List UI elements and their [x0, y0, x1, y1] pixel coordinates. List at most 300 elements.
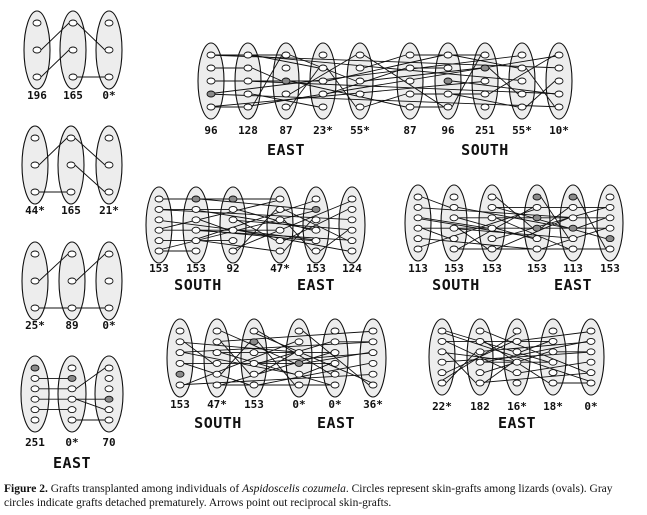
skin-graft-circle: [229, 206, 237, 212]
skin-graft-circle: [176, 360, 184, 366]
skin-graft-circle: [312, 227, 320, 233]
skin-graft-circle: [67, 135, 75, 141]
skin-graft-circle: [587, 370, 595, 376]
skin-graft-circle: [68, 386, 76, 392]
skin-graft-circle: [105, 386, 113, 392]
skin-graft-circle: [295, 339, 303, 345]
skin-graft-circle: [414, 204, 422, 210]
skin-graft-circle: [476, 328, 484, 334]
skin-graft-circle: [587, 349, 595, 355]
skin-graft-circle: [312, 196, 320, 202]
skin-graft-circle: [155, 196, 163, 202]
detached-graft-circle: [533, 215, 541, 221]
skin-graft-circle: [348, 217, 356, 223]
skin-graft-circle: [276, 227, 284, 233]
skin-graft-circle: [31, 396, 39, 402]
skin-graft-circle: [438, 359, 446, 365]
lizard-value: 153: [600, 262, 620, 275]
detached-graft-circle: [176, 371, 184, 377]
skin-graft-circle: [33, 47, 41, 53]
caption-text-end: . Circles represent skin-grafts among lizards (ovals). Gray circles indicate grafts detached prematurely. Arrows point out reciprocal skin-grafts.: [4, 483, 613, 509]
skin-graft-circle: [488, 236, 496, 242]
skin-graft-circle: [406, 52, 414, 58]
lizard-value: 113: [408, 262, 428, 275]
skin-graft-circle: [406, 104, 414, 110]
skin-graft-circle: [207, 104, 215, 110]
skin-graft-circle: [295, 350, 303, 356]
skin-graft-circle: [276, 217, 284, 223]
skin-graft-circle: [207, 65, 215, 71]
skin-graft-circle: [569, 215, 577, 221]
skin-graft-circle: [250, 371, 258, 377]
skin-graft-circle: [369, 328, 377, 334]
skin-graft-circle: [31, 162, 39, 168]
detached-graft-circle: [533, 194, 541, 200]
skin-graft-circle: [319, 52, 327, 58]
skin-graft-circle: [319, 65, 327, 71]
skin-graft-circle: [476, 359, 484, 365]
skin-graft-circle: [192, 227, 200, 233]
skin-graft-circle: [513, 370, 521, 376]
skin-graft-circle: [518, 65, 526, 71]
skin-graft-circle: [606, 194, 614, 200]
skin-graft-circle: [276, 238, 284, 244]
skin-graft-circle: [513, 349, 521, 355]
skin-graft-circle: [488, 194, 496, 200]
detached-graft-circle: [312, 206, 320, 212]
skin-graft-circle: [155, 248, 163, 254]
figure-label: Figure 2.: [4, 483, 48, 495]
skin-graft-circle: [319, 91, 327, 97]
skin-graft-circle: [31, 375, 39, 381]
skin-graft-circle: [444, 91, 452, 97]
skin-graft-circle: [518, 104, 526, 110]
skin-graft-circle: [31, 251, 39, 257]
skin-graft-circle: [31, 305, 39, 311]
skin-graft-circle: [192, 217, 200, 223]
skin-graft-circle: [369, 350, 377, 356]
skin-graft-circle: [555, 65, 563, 71]
detached-graft-circle: [229, 196, 237, 202]
skin-graft-circle: [569, 236, 577, 242]
skin-graft-circle: [606, 246, 614, 252]
skin-graft-circle: [229, 227, 237, 233]
lizard-value: 153: [149, 262, 169, 275]
lizard-value: 153: [244, 398, 264, 411]
skin-graft-circle: [276, 196, 284, 202]
lizard-value: 96: [204, 124, 218, 137]
group-9: [432, 400, 598, 432]
locality-label: EAST: [497, 414, 537, 432]
skin-graft-circle: [481, 91, 489, 97]
skin-graft-circle: [438, 380, 446, 386]
skin-graft-circle: [207, 78, 215, 84]
skin-graft-circle: [213, 350, 221, 356]
detached-graft-circle: [282, 78, 290, 84]
skin-graft-circle: [105, 375, 113, 381]
skin-graft-circle: [207, 52, 215, 58]
skin-graft-circle: [549, 370, 557, 376]
skin-graft-circle: [244, 78, 252, 84]
graft-line: [200, 199, 312, 209]
lizard-value: 113: [563, 262, 583, 275]
group-6: [149, 262, 362, 294]
skin-graft-circle: [229, 217, 237, 223]
skin-graft-circle: [369, 371, 377, 377]
locality-label: SOUTH: [432, 276, 480, 294]
skin-graft-circle: [31, 407, 39, 413]
skin-graft-circle: [331, 339, 339, 345]
skin-graft-circle: [229, 248, 237, 254]
graft-line: [476, 341, 595, 351]
skin-graft-circle: [488, 246, 496, 252]
lizard-value: 153: [306, 262, 326, 275]
lizard-value: 47*: [270, 262, 290, 275]
skin-graft-circle: [282, 52, 290, 58]
skin-graft-circle: [312, 238, 320, 244]
skin-graft-circle: [481, 104, 489, 110]
skin-graft-circle: [414, 215, 422, 221]
skin-graft-circle: [414, 246, 422, 252]
skin-graft-circle: [533, 204, 541, 210]
skin-graft-circle: [31, 189, 39, 195]
skin-graft-circle: [250, 360, 258, 366]
lizard-value: 0*: [328, 398, 342, 411]
skin-graft-circle: [549, 359, 557, 365]
skin-graft-circle: [312, 217, 320, 223]
skin-graft-circle: [438, 338, 446, 344]
lizard-value: 18*: [543, 400, 563, 413]
lizard-value: 0*: [65, 436, 79, 449]
skin-graft-circle: [587, 359, 595, 365]
skin-graft-circle: [295, 328, 303, 334]
skin-graft-circle: [513, 380, 521, 386]
locality-label: EAST: [266, 141, 306, 159]
skin-graft-circle: [250, 350, 258, 356]
skin-graft-circle: [331, 328, 339, 334]
skin-graft-circle: [155, 217, 163, 223]
lizard-value: 165: [61, 204, 81, 217]
skin-graft-circle: [356, 78, 364, 84]
skin-graft-circle: [348, 238, 356, 244]
skin-graft-circle: [356, 65, 364, 71]
skin-graft-circle: [192, 206, 200, 212]
skin-graft-circle: [105, 305, 113, 311]
skin-graft-circle: [481, 78, 489, 84]
skin-graft-circle: [369, 360, 377, 366]
skin-graft-circle: [450, 215, 458, 221]
skin-graft-circle: [406, 91, 414, 97]
locality-label: EAST: [52, 454, 92, 472]
skin-graft-circle: [67, 162, 75, 168]
skin-graft-circle: [555, 104, 563, 110]
skin-graft-circle: [69, 20, 77, 26]
skin-graft-circle: [68, 407, 76, 413]
lizard-value: 153: [170, 398, 190, 411]
group-2: [25, 204, 119, 217]
skin-graft-circle: [68, 417, 76, 423]
locality-label: SOUTH: [461, 141, 509, 159]
skin-graft-circle: [348, 196, 356, 202]
skin-graft-circle: [555, 52, 563, 58]
skin-graft-circle: [295, 382, 303, 388]
skin-graft-circle: [518, 78, 526, 84]
skin-graft-circle: [438, 370, 446, 376]
skin-graft-circle: [213, 382, 221, 388]
skin-graft-circle: [105, 74, 113, 80]
detached-graft-circle: [569, 225, 577, 231]
skin-graft-circle: [348, 227, 356, 233]
skin-graft-circle: [438, 349, 446, 355]
figure-caption: [4, 482, 642, 510]
lizard-value: 165: [63, 89, 83, 102]
skin-graft-circle: [348, 206, 356, 212]
skin-graft-circle: [295, 371, 303, 377]
lizard-value: 153: [527, 262, 547, 275]
group-3: [25, 319, 116, 332]
group-1: [27, 89, 116, 102]
skin-graft-circle: [450, 194, 458, 200]
skin-graft-circle: [31, 135, 39, 141]
skin-graft-circle: [68, 396, 76, 402]
skin-graft-circle: [213, 339, 221, 345]
skin-graft-circle: [31, 417, 39, 423]
lizard-value: 0*: [102, 89, 116, 102]
skin-graft-circle: [105, 20, 113, 26]
skin-graft-circle: [31, 278, 39, 284]
skin-graft-circle: [569, 204, 577, 210]
caption-text-start: Grafts transplanted among individuals of: [50, 483, 240, 495]
skin-graft-circle: [69, 47, 77, 53]
detached-graft-circle: [68, 375, 76, 381]
locality-label: SOUTH: [174, 276, 222, 294]
lizard-value: 16*: [507, 400, 527, 413]
skin-graft-circle: [331, 350, 339, 356]
skin-graft-circle: [105, 189, 113, 195]
detached-graft-circle: [192, 196, 200, 202]
skin-graft-circle: [606, 215, 614, 221]
skin-graft-circle: [369, 339, 377, 345]
skin-graft-circle: [244, 65, 252, 71]
skin-graft-circle: [476, 349, 484, 355]
detached-graft-circle: [105, 396, 113, 402]
skin-graft-circle: [176, 382, 184, 388]
skin-graft-circle: [250, 328, 258, 334]
skin-graft-circle: [450, 204, 458, 210]
skin-graft-circle: [176, 328, 184, 334]
skin-graft-circle: [276, 248, 284, 254]
skin-graft-circle: [105, 162, 113, 168]
skin-graft-circle: [105, 278, 113, 284]
lizard-value: 55*: [350, 124, 370, 137]
lizard-value: 10*: [549, 124, 569, 137]
skin-graft-circle: [476, 380, 484, 386]
skin-graft-circle: [68, 305, 76, 311]
skin-graft-circle: [569, 246, 577, 252]
lizard-value: 89: [65, 319, 79, 332]
skin-graft-circle: [444, 52, 452, 58]
skin-graft-circle: [105, 407, 113, 413]
skin-graft-circle: [68, 365, 76, 371]
detached-graft-circle: [569, 194, 577, 200]
skin-graft-circle: [518, 52, 526, 58]
detached-graft-circle: [31, 365, 39, 371]
lizard-value: 153: [482, 262, 502, 275]
skin-graft-circle: [319, 104, 327, 110]
skin-graft-circle: [282, 104, 290, 110]
species-name: Aspidoscelis cozumela: [242, 483, 346, 495]
lizard-value: 87: [403, 124, 417, 137]
skin-graft-circle: [331, 360, 339, 366]
skin-graft-circle: [549, 338, 557, 344]
detached-graft-circle: [250, 339, 258, 345]
lizard-value: 47*: [207, 398, 227, 411]
lizard-value: 0*: [292, 398, 306, 411]
lizard-value: 196: [27, 89, 47, 102]
skin-graft-circle: [33, 74, 41, 80]
lizard-value: 153: [444, 262, 464, 275]
lizard-value: 21*: [99, 204, 119, 217]
skin-graft-circle: [213, 328, 221, 334]
lizard-value: 251: [475, 124, 495, 137]
skin-graft-circle: [213, 371, 221, 377]
skin-graft-circle: [606, 204, 614, 210]
skin-graft-circle: [105, 251, 113, 257]
group-7: [408, 262, 620, 294]
skin-graft-circle: [549, 380, 557, 386]
skin-graft-circle: [68, 251, 76, 257]
skin-graft-circle: [476, 338, 484, 344]
skin-graft-circle: [192, 248, 200, 254]
skin-graft-circle: [476, 370, 484, 376]
skin-graft-circle: [450, 225, 458, 231]
skin-graft-circle: [155, 227, 163, 233]
lizard-value: 55*: [512, 124, 532, 137]
skin-graft-circle: [213, 360, 221, 366]
skin-graft-circle: [105, 47, 113, 53]
lizard-value: 128: [238, 124, 258, 137]
skin-graft-circle: [488, 225, 496, 231]
lizard-value: 153: [186, 262, 206, 275]
locality-label: SOUTH: [194, 414, 242, 432]
skin-graft-circle: [481, 52, 489, 58]
skin-graft-circle: [331, 371, 339, 377]
lizard-value: 251: [25, 436, 45, 449]
skin-graft-circle: [406, 78, 414, 84]
skin-graft-circle: [549, 349, 557, 355]
lizard-value: 36*: [363, 398, 383, 411]
skin-graft-circle: [276, 206, 284, 212]
skin-graft-circle: [533, 236, 541, 242]
skin-graft-circle: [282, 91, 290, 97]
skin-graft-circle: [414, 236, 422, 242]
detached-graft-circle: [444, 78, 452, 84]
detached-graft-circle: [207, 91, 215, 97]
skin-graft-circle: [587, 328, 595, 334]
skin-graft-circle: [513, 338, 521, 344]
locality-label: EAST: [296, 276, 336, 294]
lizard-value: 0*: [584, 400, 598, 413]
skin-graft-circle: [513, 359, 521, 365]
skin-graft-circle: [356, 104, 364, 110]
skin-graft-circle: [244, 91, 252, 97]
skin-graft-circle: [587, 338, 595, 344]
lizard-value: 96: [441, 124, 455, 137]
skin-graft-circle: [555, 78, 563, 84]
group-4: [25, 436, 116, 472]
group-8: [170, 398, 383, 432]
skin-graft-circle: [549, 328, 557, 334]
skin-graft-circle: [356, 91, 364, 97]
skin-graft-circle: [192, 238, 200, 244]
skin-graft-circle: [414, 225, 422, 231]
skin-graft-circle: [533, 246, 541, 252]
lizard-value: 0*: [102, 319, 116, 332]
skin-graft-circle: [105, 417, 113, 423]
skin-graft-circle: [406, 65, 414, 71]
lizard-value: 92: [226, 262, 240, 275]
skin-graft-circle: [414, 194, 422, 200]
skin-graft-circle: [176, 350, 184, 356]
skin-graft-circle: [488, 215, 496, 221]
skin-graft-circle: [450, 246, 458, 252]
skin-graft-circle: [176, 339, 184, 345]
skin-graft-circle: [155, 238, 163, 244]
skin-graft-circle: [155, 206, 163, 212]
skin-graft-circle: [244, 104, 252, 110]
skin-graft-circle: [68, 278, 76, 284]
lizard-value: 87: [279, 124, 293, 137]
skin-graft-circle: [606, 225, 614, 231]
lizard-value: 25*: [25, 319, 45, 332]
skin-graft-circle: [348, 248, 356, 254]
locality-label: EAST: [316, 414, 356, 432]
graft-line: [450, 228, 577, 238]
skin-graft-circle: [105, 135, 113, 141]
skin-graft-circle: [587, 380, 595, 386]
detached-graft-circle: [606, 236, 614, 242]
skin-graft-circle: [244, 52, 252, 58]
skin-graft-circle: [105, 365, 113, 371]
skin-graft-circle: [282, 65, 290, 71]
skin-graft-circle: [250, 382, 258, 388]
skin-graft-circle: [319, 78, 327, 84]
locality-label: EAST: [553, 276, 593, 294]
skin-graft-circle: [450, 236, 458, 242]
skin-graft-circle: [229, 238, 237, 244]
skin-graft-circle: [488, 204, 496, 210]
skin-graft-circle: [356, 52, 364, 58]
lizard-value: 44*: [25, 204, 45, 217]
lizard-value: 23*: [313, 124, 333, 137]
detached-graft-circle: [295, 360, 303, 366]
skin-graft-circle: [555, 91, 563, 97]
group-5: [204, 124, 569, 159]
skin-graft-circle: [444, 104, 452, 110]
skin-graft-circle: [444, 65, 452, 71]
skin-graft-circle: [369, 382, 377, 388]
lizard-value: 70: [102, 436, 116, 449]
lizard-value: 124: [342, 262, 362, 275]
skin-graft-circle: [31, 386, 39, 392]
skin-graft-circle: [69, 74, 77, 80]
skin-graft-circle: [438, 328, 446, 334]
detached-graft-circle: [533, 225, 541, 231]
skin-graft-circle: [67, 189, 75, 195]
skin-graft-circle: [513, 328, 521, 334]
skin-graft-circle: [331, 382, 339, 388]
skin-graft-circle: [312, 248, 320, 254]
